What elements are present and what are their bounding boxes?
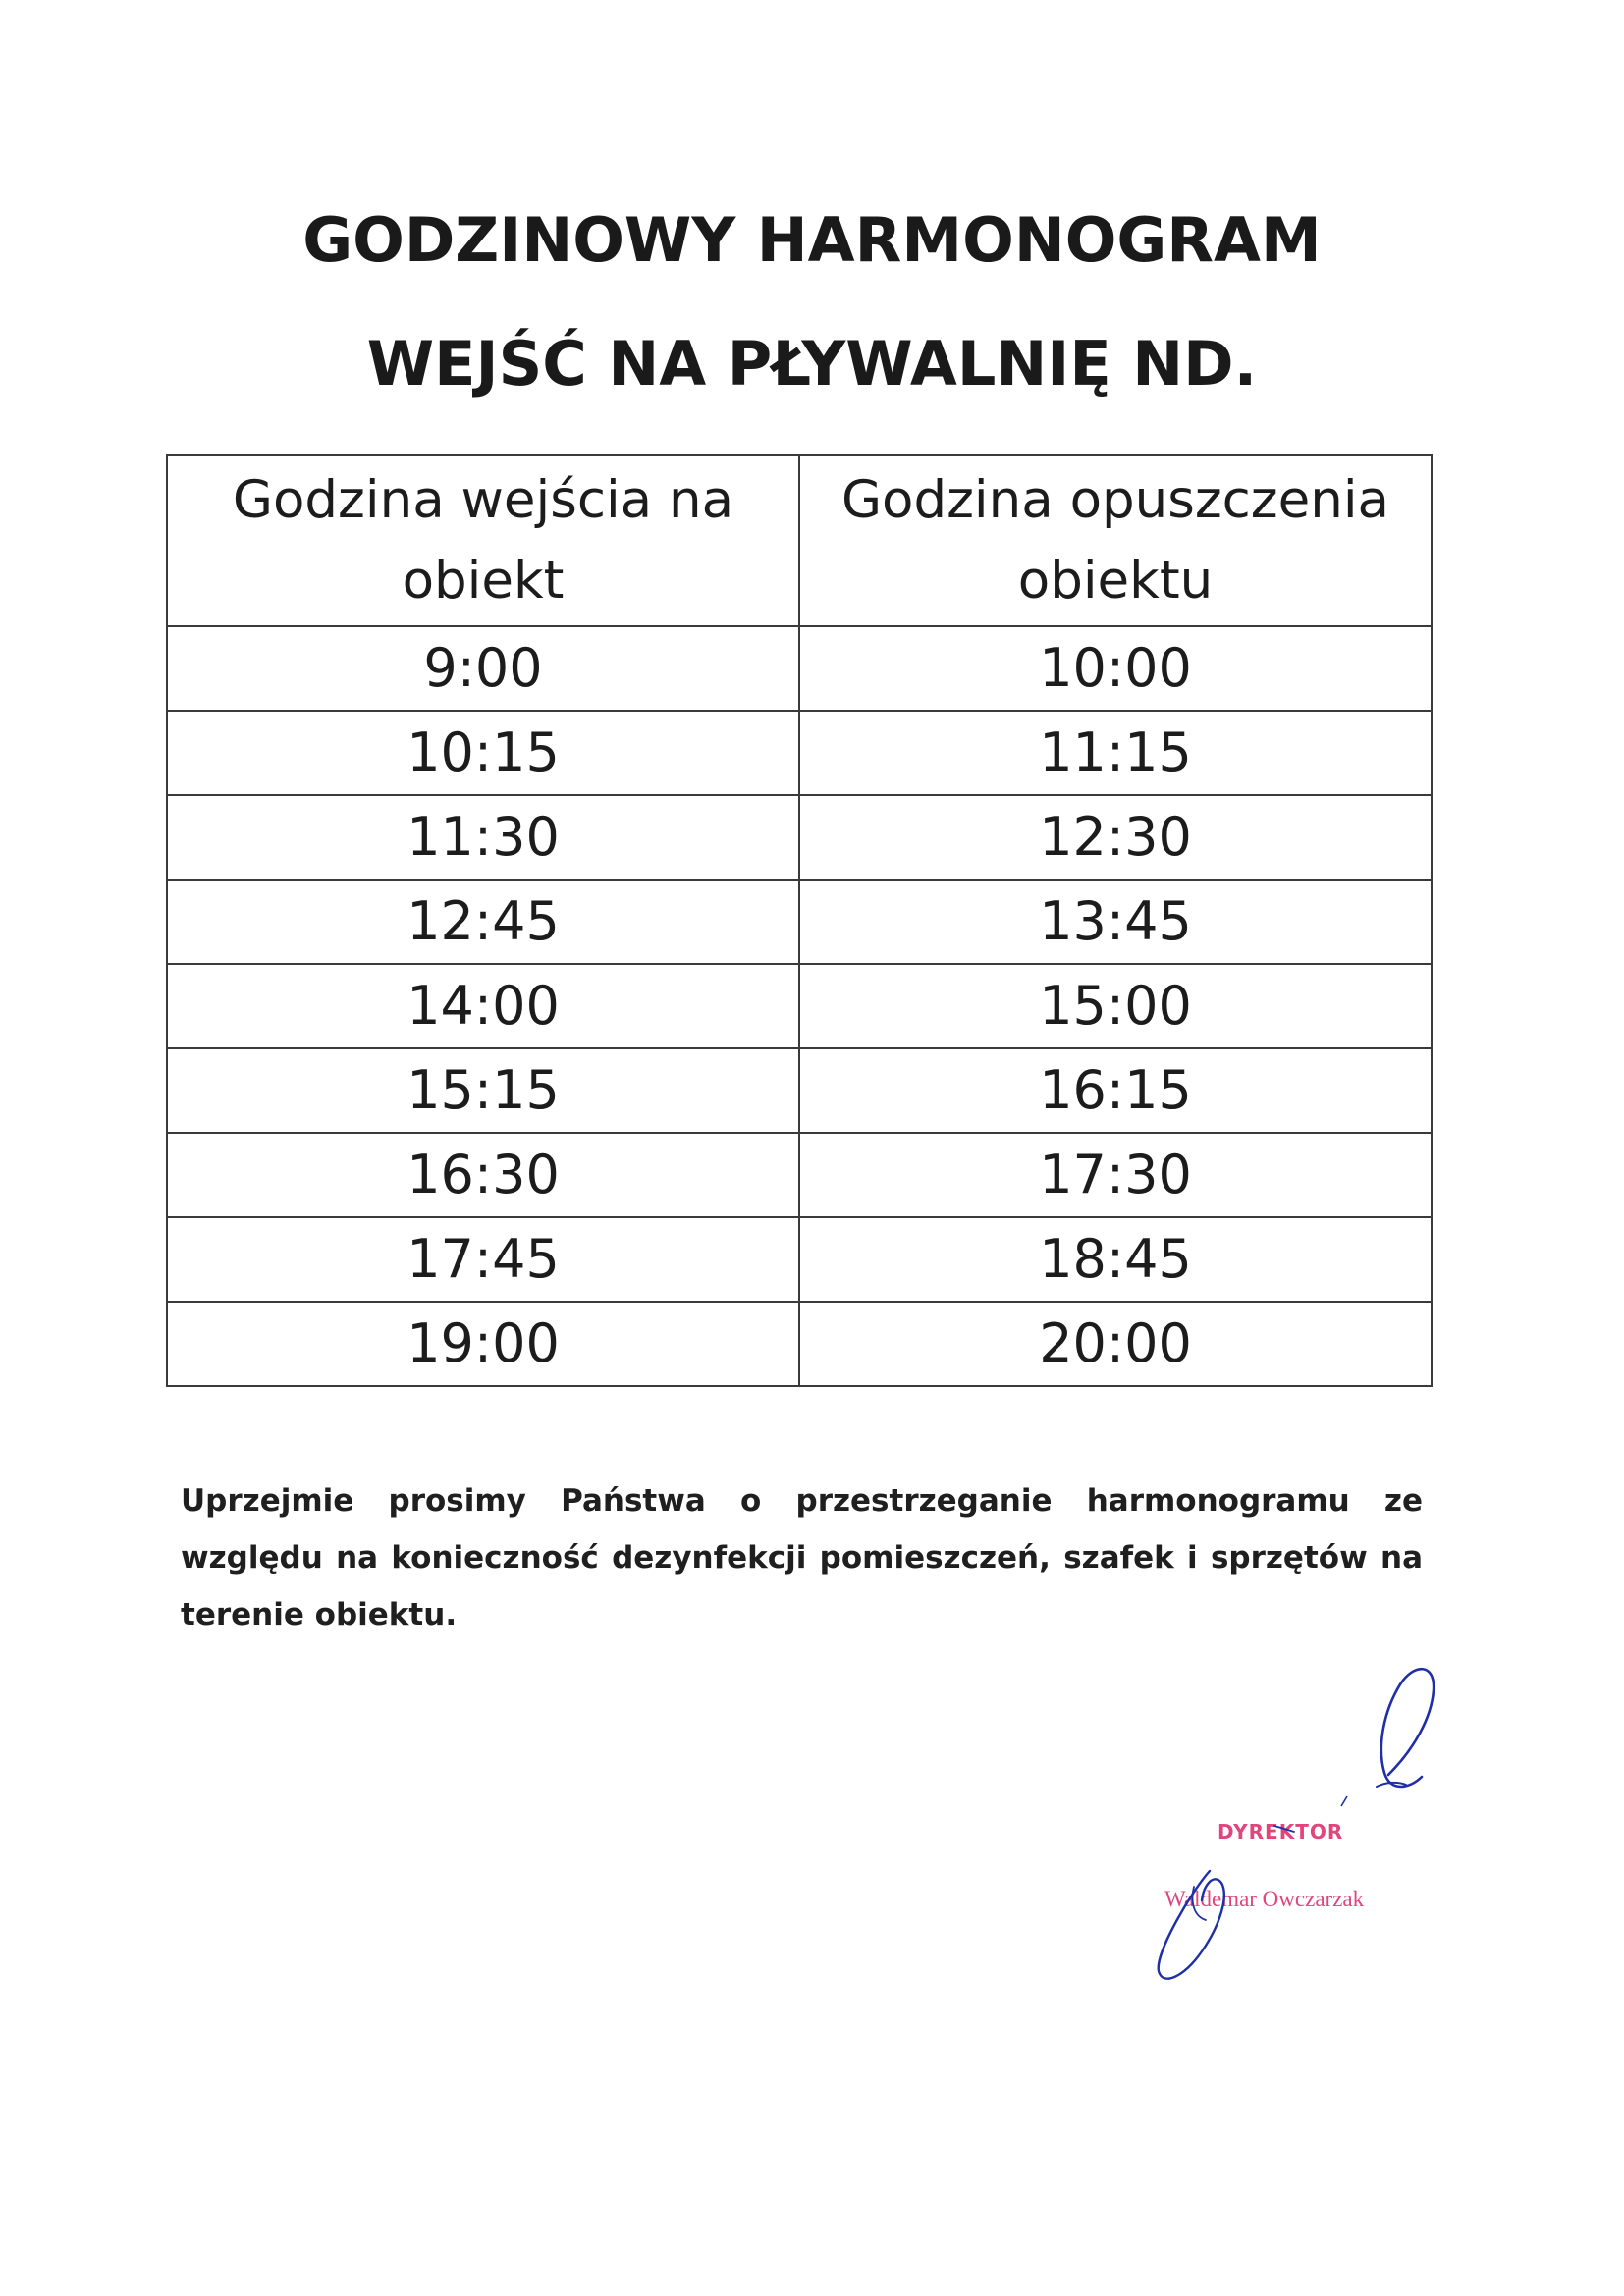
table-row: [167, 880, 1432, 964]
table-row: [167, 1048, 1432, 1133]
entry-time-cell: 10:15: [167, 711, 799, 795]
entry-time-cell: 17:45: [167, 1217, 799, 1302]
schedule-table: [166, 454, 1433, 1387]
table-row: [167, 1133, 1432, 1217]
exit-time-cell: 20:00: [799, 1302, 1432, 1386]
stamp-title: DYREKTOR: [1218, 1820, 1344, 1843]
notice-paragraph: Uprzejmie prosimy Państwa o przestrzeganie harmonogramu ze względu na konieczność dezynfekcji pomieszczeń, szafek i sprzętów na terenie obiektu.: [181, 1483, 1423, 1632]
table-row: [167, 964, 1432, 1048]
entry-time-cell: 11:30: [167, 795, 799, 880]
exit-time-cell: 16:15: [799, 1048, 1432, 1133]
exit-time-cell: 18:45: [799, 1217, 1432, 1302]
exit-time-cell: 12:30: [799, 795, 1432, 880]
table-header-row: [167, 455, 1432, 626]
stamp-name: Waldemar Owczarzak: [1164, 1887, 1365, 1911]
table-row: [167, 626, 1432, 711]
handwritten-signature-icon: [1119, 1659, 1512, 2012]
entry-time-cell: 15:15: [167, 1048, 799, 1133]
signature-stamp-area: [1119, 1659, 1512, 2012]
exit-time-cell: 11:15: [799, 711, 1432, 795]
table-row: [167, 1302, 1432, 1386]
header-entry-time: Godzina wejścia na obiekt: [167, 455, 799, 626]
entry-time-cell: 14:00: [167, 964, 799, 1048]
exit-time-cell: 10:00: [799, 626, 1432, 711]
page-title-line-1: GODZINOWY HARMONOGRAM: [302, 204, 1322, 276]
table-row: [167, 711, 1432, 795]
exit-time-cell: 15:00: [799, 964, 1432, 1048]
header-exit-time: Godzina opuszczenia obiektu: [799, 455, 1432, 626]
exit-time-cell: 17:30: [799, 1133, 1432, 1217]
entry-time-cell: 12:45: [167, 880, 799, 964]
entry-time-cell: 16:30: [167, 1133, 799, 1217]
table-row: [167, 1217, 1432, 1302]
page-title-line-2: WEJŚĆ NA PŁYWALNIĘ ND.: [366, 328, 1258, 400]
exit-time-cell: 13:45: [799, 880, 1432, 964]
entry-time-cell: 19:00: [167, 1302, 799, 1386]
entry-time-cell: 9:00: [167, 626, 799, 711]
table-row: [167, 795, 1432, 880]
